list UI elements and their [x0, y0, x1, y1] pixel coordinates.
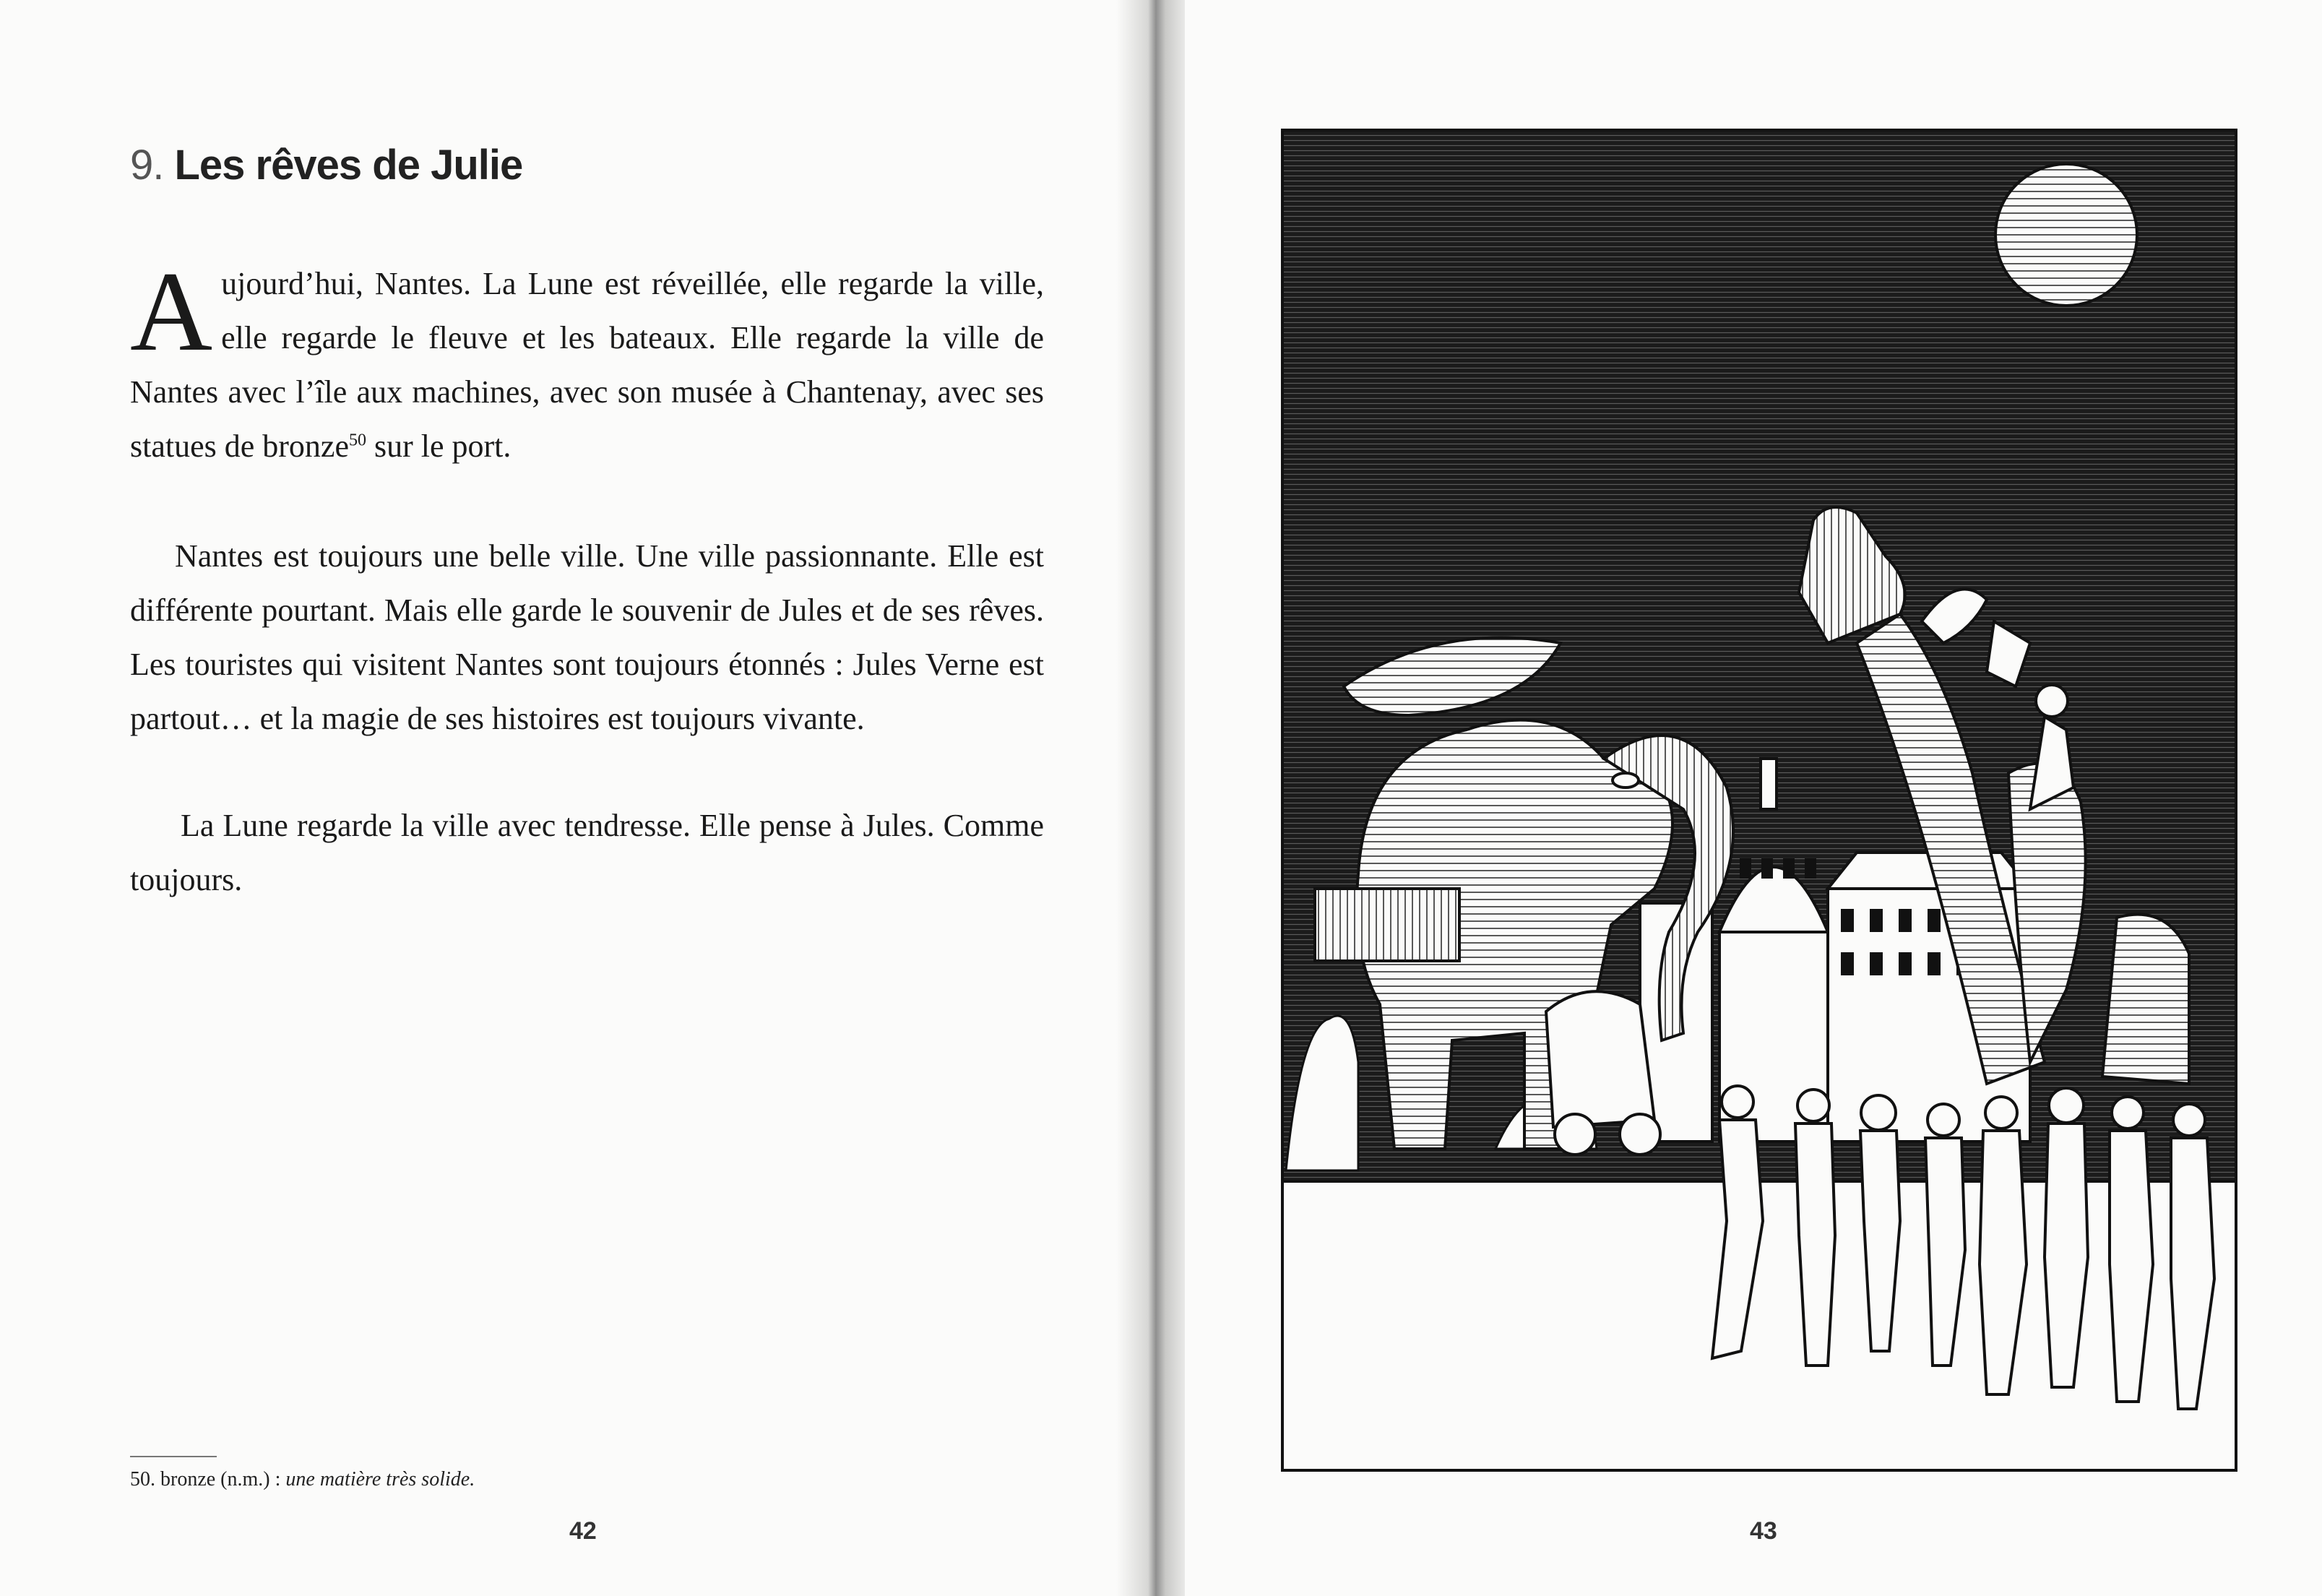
paragraph-1 [130, 249, 1044, 473]
chapter-heading [130, 141, 522, 189]
left-page [0, 0, 1134, 1596]
paragraph-3: La Lune regarde la ville avec tendresse. Elle pense à Jules. Comme toujours. [130, 808, 1044, 897]
page-number-left: 42 [569, 1517, 597, 1545]
drop-cap: A [130, 249, 213, 375]
page-number-right: 43 [1750, 1517, 1777, 1545]
paragraph-2: Nantes est toujours une belle ville. Une ville passionnante. Elle est différente pourtant. Mais elle garde le souvenir de Jules et de ses rêves. Les touristes qui visitent Nantes sont toujours étonnés : Jules Verne est partout… et la magie de ses histoires est toujours vivante. [130, 538, 1044, 736]
book-gutter [1116, 0, 1196, 1596]
chapter-number: 9. [130, 142, 164, 189]
footnote-term: 50. bronze (n.m.) : [130, 1468, 286, 1491]
footnote-definition: une matière très solide. [285, 1468, 475, 1491]
paragraph-1-end: sur le port. [366, 428, 512, 464]
night-city-elephant-dragon-illustration [1250, 123, 2261, 1481]
footnote [130, 1468, 475, 1491]
moon [1995, 164, 2137, 306]
footnote-separator [130, 1456, 217, 1457]
footnote-reference[interactable]: 50 [349, 431, 366, 450]
chapter-title: Les rêves de Julie [174, 142, 523, 189]
paragraph-1-text: ujourd’hui, Nantes. La Lune est réveillée, elle regarde la ville, elle regarde le fleuve et les bateaux. Elle regarde la ville de Nantes avec l’île aux machines, avec son musée à Chantenay, avec ses statues de bronze [130, 266, 1044, 464]
